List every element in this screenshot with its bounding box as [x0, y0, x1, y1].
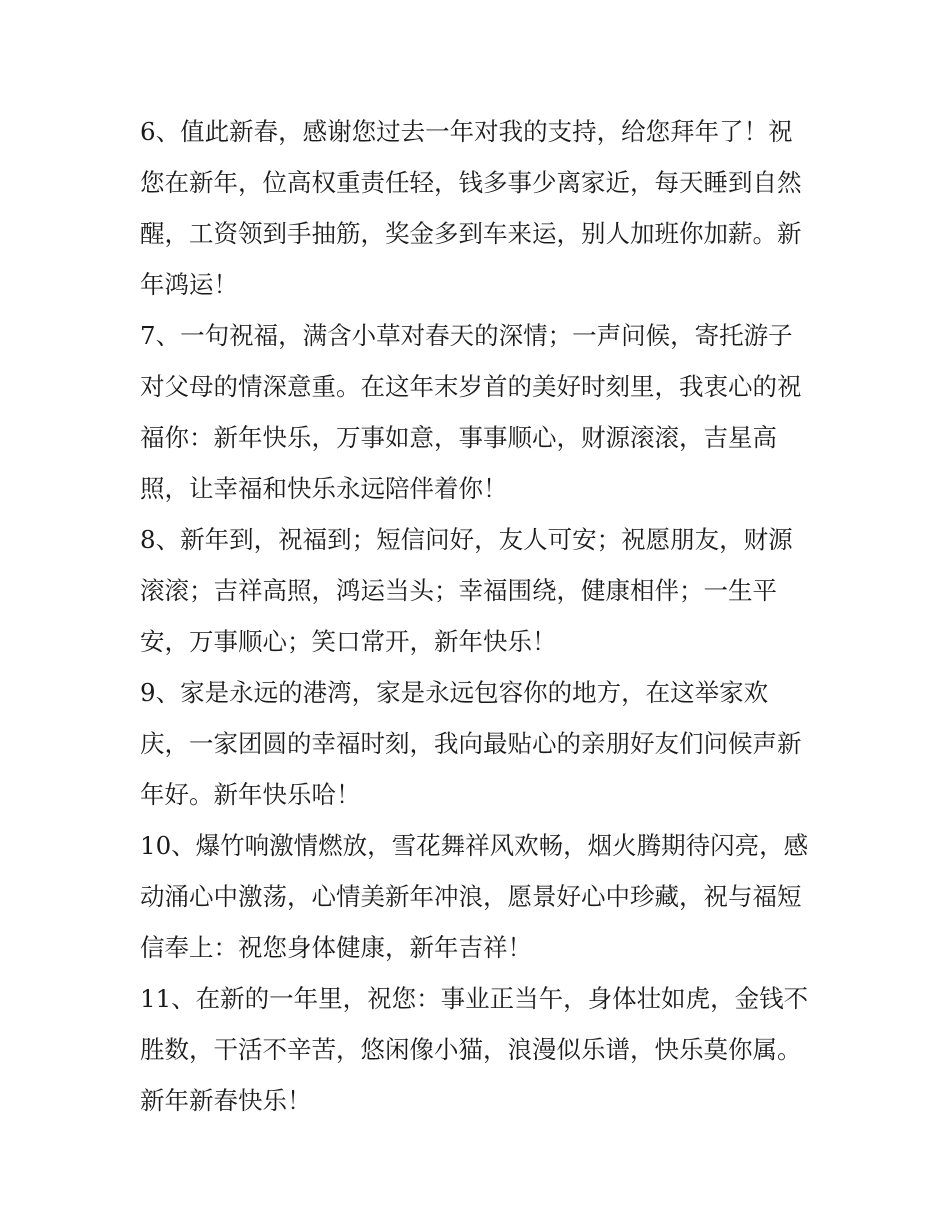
text-line: 安，万事顺心；笑口常开，新年快乐！	[140, 627, 557, 656]
text-line: 对父母的情深意重。在这年末岁首的美好时刻里，我衷心的祝	[140, 372, 802, 401]
text-line: 信奉上：祝您身体健康，新年吉祥！	[140, 933, 532, 962]
text-line: 照，让幸福和快乐永远陪伴着你！	[140, 474, 508, 503]
paragraph-10	[140, 820, 812, 973]
paragraph-11	[140, 973, 812, 1126]
paragraph-6	[140, 106, 812, 310]
text-line: 庆，一家团圆的幸福时刻，我向最贴心的亲朋好友们问候声新	[140, 729, 802, 758]
document-body	[140, 106, 812, 1126]
text-line: 7、一句祝福，满含小草对春天的深情；一声问候，寄托游子	[140, 321, 793, 350]
text-line: 年鸿运！	[140, 270, 238, 299]
text-line: 福你：新年快乐，万事如意，事事顺心，财源滚滚，吉星高	[140, 423, 777, 452]
text-line: 11、在新的一年里，祝您：事业正当午，身体壮如虎，金钱不	[140, 984, 809, 1013]
text-line: 6、值此新春，感谢您过去一年对我的支持，给您拜年了！祝	[140, 117, 793, 146]
text-line: 动涌心中激荡，心情美新年冲浪，愿景好心中珍藏，祝与福短	[140, 882, 802, 911]
text-line: 年好。新年快乐哈！	[140, 780, 361, 809]
text-line: 10、爆竹响激情燃放，雪花舞祥风欢畅，烟火腾期待闪亮，感	[140, 831, 809, 860]
text-line: 醒，工资领到手抽筋，奖金多到车来运，别人加班你加薪。新	[140, 219, 802, 248]
text-line: 滚滚；吉祥高照，鸿运当头；幸福围绕，健康相伴；一生平	[140, 576, 777, 605]
text-line: 胜数，干活不辛苦，悠闲像小猫，浪漫似乐谱，快乐莫你属。	[140, 1035, 802, 1064]
text-line: 您在新年，位高权重责任轻，钱多事少离家近，每天睡到自然	[140, 168, 802, 197]
text-line: 9、家是永远的港湾，家是永远包容你的地方，在这举家欢	[140, 678, 769, 707]
paragraph-7	[140, 310, 812, 514]
paragraph-9	[140, 667, 812, 820]
text-line: 新年新春快乐！	[140, 1086, 312, 1115]
text-line: 8、新年到，祝福到；短信问好，友人可安；祝愿朋友，财源	[140, 525, 793, 554]
paragraph-8	[140, 514, 812, 667]
